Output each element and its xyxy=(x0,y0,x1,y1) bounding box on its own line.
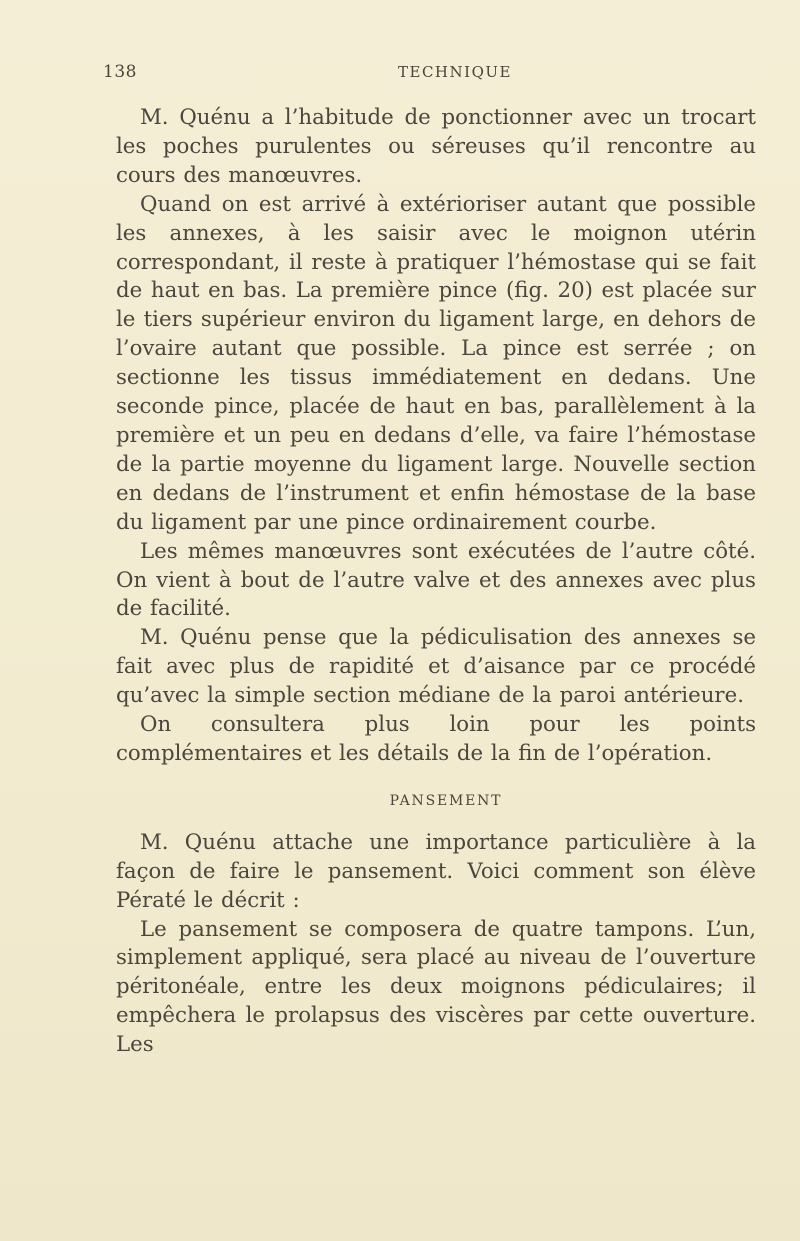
paragraph: M. Quénu a l’habitude de ponctionner avec un trocart les poches purulentes ou séreuses qu’il rencontre au cours des manœuvres. xyxy=(116,105,756,188)
paragraph: On consultera plus loin pour les points complémentaires et les détails de la fin de l’opération. xyxy=(116,712,756,766)
paragraph: Les mêmes manœuvres sont exécutées de l’autre côté. On vient à bout de l’autre valve et des annexes avec plus de facilité. xyxy=(116,538,756,622)
paragraph: M. Quénu pense que la pédiculisation des annexes se fait avec plus de rapidité et d’aisance par ce procédé qu’avec la simple section médiane de la paroi antérieure. xyxy=(116,625,756,709)
paragraph: M. Quénu attache une importance particulière à la façon de faire le pansement. Voici comment son élève Pératé le décrit : xyxy=(116,829,756,913)
section-title: PANSEMENT xyxy=(389,792,503,809)
page-number: 138 xyxy=(103,62,137,82)
paragraph: Quand on est arrivé à extérioriser autant que possible les annexes, à les saisir avec le moignon utérin correspondant, il reste à pratiquer l’hémostase qui se fait de haut en bas. La première pince (fig. 20) est placée sur le tiers supérieur environ du ligament large, en dehors de l’ovaire autant que possible. La pince est serrée ; on sectionne les tissus immédiatement en dedans. Une seconde pince, placée de haut en bas, parallèlement à la première et un peu en dedans d’elle, va faire l’hémostase de la partie moyenne du ligament large. Nouvelle section en dedans de l’instrument et enfin hémostase de la base du ligament par une pince ordinairement courbe. xyxy=(116,191,756,535)
running-head: TECHNIQUE xyxy=(398,63,512,81)
page-header xyxy=(103,62,743,86)
paragraph: Le pansement se composera de quatre tampons. L’un, simplement appliqué, sera placé au niveau de l’ouverture péritonéale, entre les deux moignons pédiculaires; il empêchera le prolapsus des viscères par cette ouverture. Les xyxy=(116,916,756,1058)
main-text xyxy=(116,104,756,1060)
